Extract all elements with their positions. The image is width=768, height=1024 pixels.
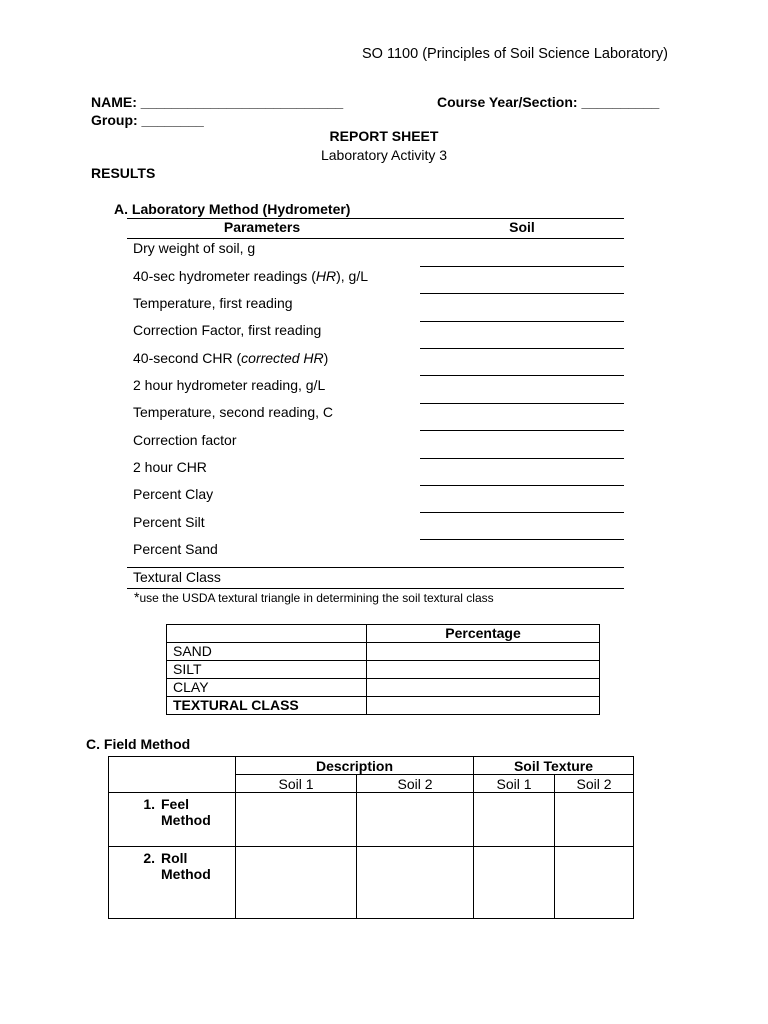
soil-blank[interactable] xyxy=(420,512,624,513)
param-percent-sand: Percent Sand xyxy=(133,541,218,557)
course-section-field xyxy=(437,94,659,110)
percentage-input[interactable] xyxy=(367,661,600,679)
method-line1: Feel xyxy=(161,796,190,812)
entry-cell[interactable] xyxy=(555,847,634,919)
col-soil: Soil xyxy=(509,219,535,235)
footnote-star: * xyxy=(134,589,140,605)
method-roll xyxy=(109,847,236,919)
entry-cell[interactable] xyxy=(474,793,555,847)
report-title: REPORT SHEET xyxy=(329,128,439,144)
section-a-heading xyxy=(114,201,350,217)
param-2hr-chr: 2 hour CHR xyxy=(133,459,207,475)
subcol-soil-2: Soil 2 xyxy=(357,775,474,793)
entry-cell[interactable] xyxy=(236,793,357,847)
param-temp-first: Temperature, first reading xyxy=(133,295,293,311)
soil-blank[interactable] xyxy=(420,321,624,322)
row-label-sand: SAND xyxy=(167,643,367,661)
method-number: 2. xyxy=(143,850,155,866)
section-a-title: Laboratory Method (Hydrometer) xyxy=(131,201,351,217)
soil-blank[interactable] xyxy=(420,485,624,486)
method-number: 1. xyxy=(143,796,155,812)
header-rule xyxy=(127,238,624,239)
table-row xyxy=(109,793,634,847)
soil-blank[interactable] xyxy=(420,403,624,404)
subcol-soil-1: Soil 1 xyxy=(474,775,555,793)
soil-blank[interactable] xyxy=(420,375,624,376)
footnote-text: use the USDA textural triangle in determining the soil textural class xyxy=(139,591,494,605)
param-40sec-chr: 40-second CHR (corrected HR) xyxy=(133,350,329,366)
col-parameters: Parameters xyxy=(223,219,301,235)
param-correction-first: Correction Factor, first reading xyxy=(133,322,322,338)
col-description: Description xyxy=(236,757,474,775)
method-line2: Method xyxy=(161,866,211,882)
param-percent-clay: Percent Clay xyxy=(133,486,214,502)
param-temp-second: Temperature, second reading, C xyxy=(133,404,333,420)
row-label-textural-class: TEXTURAL CLASS xyxy=(167,697,367,715)
entry-cell[interactable] xyxy=(474,847,555,919)
course-title: SO 1100 (Principles of Soil Science Laboratory) xyxy=(362,46,668,62)
activity-subtitle: Laboratory Activity 3 xyxy=(320,147,448,163)
section-a-letter: A. xyxy=(114,201,128,217)
textural-class-top-rule xyxy=(127,567,624,568)
texture-summary-table xyxy=(166,624,600,715)
param-dry-weight: Dry weight of soil, g xyxy=(133,240,256,256)
subcol-soil-1: Soil 1 xyxy=(236,775,357,793)
param-40sec-hydrometer: 40-sec hydrometer readings (HR), g/L xyxy=(133,268,369,284)
soil-blank[interactable] xyxy=(420,293,624,294)
soil-blank[interactable] xyxy=(420,430,624,431)
footnote xyxy=(134,589,494,605)
entry-cell[interactable] xyxy=(357,793,474,847)
section-c-title: Field Method xyxy=(103,736,191,752)
param-correction-factor: Correction factor xyxy=(133,432,237,448)
percentage-input[interactable] xyxy=(367,679,600,697)
name-blank[interactable]: __________________________ xyxy=(140,94,344,110)
soil-blank[interactable] xyxy=(420,348,624,349)
entry-cell[interactable] xyxy=(357,847,474,919)
soil-blank[interactable] xyxy=(420,458,624,459)
method-line1: Roll xyxy=(161,850,188,866)
param-2hr-hydrometer: 2 hour hydrometer reading, g/L xyxy=(133,377,326,393)
method-line2: Method xyxy=(161,812,211,828)
percentage-header: Percentage xyxy=(367,625,600,643)
name-label: NAME: xyxy=(91,94,137,110)
table-row xyxy=(167,679,600,697)
table-row xyxy=(109,847,634,919)
entry-cell[interactable] xyxy=(555,793,634,847)
table-cell xyxy=(109,757,236,793)
percentage-input[interactable] xyxy=(367,697,600,715)
course-section-label: Course Year/Section: xyxy=(437,94,578,110)
table-row xyxy=(167,643,600,661)
param-percent-silt: Percent Silt xyxy=(133,514,205,530)
field-method-table xyxy=(108,756,634,919)
row-label-clay: CLAY xyxy=(167,679,367,697)
results-heading: RESULTS xyxy=(91,165,156,181)
soil-blank[interactable] xyxy=(420,266,624,267)
soil-blank[interactable] xyxy=(420,539,624,540)
name-field-label xyxy=(91,94,343,110)
entry-cell[interactable] xyxy=(236,847,357,919)
group-blank[interactable]: ________ xyxy=(141,112,204,128)
group-field xyxy=(91,112,204,128)
table-row xyxy=(167,625,600,643)
group-label: Group: xyxy=(91,112,138,128)
method-feel xyxy=(109,793,236,847)
percentage-input[interactable] xyxy=(367,643,600,661)
table-row xyxy=(167,661,600,679)
col-soil-texture: Soil Texture xyxy=(474,757,634,775)
subcol-soil-2: Soil 2 xyxy=(555,775,634,793)
param-textural-class: Textural Class xyxy=(133,569,221,585)
section-c-heading xyxy=(86,736,190,752)
row-label-silt: SILT xyxy=(167,661,367,679)
table-row xyxy=(109,757,634,775)
section-c-letter: C. xyxy=(86,736,100,752)
table-cell xyxy=(167,625,367,643)
course-section-blank[interactable]: __________ xyxy=(581,94,660,110)
table-row xyxy=(167,697,600,715)
